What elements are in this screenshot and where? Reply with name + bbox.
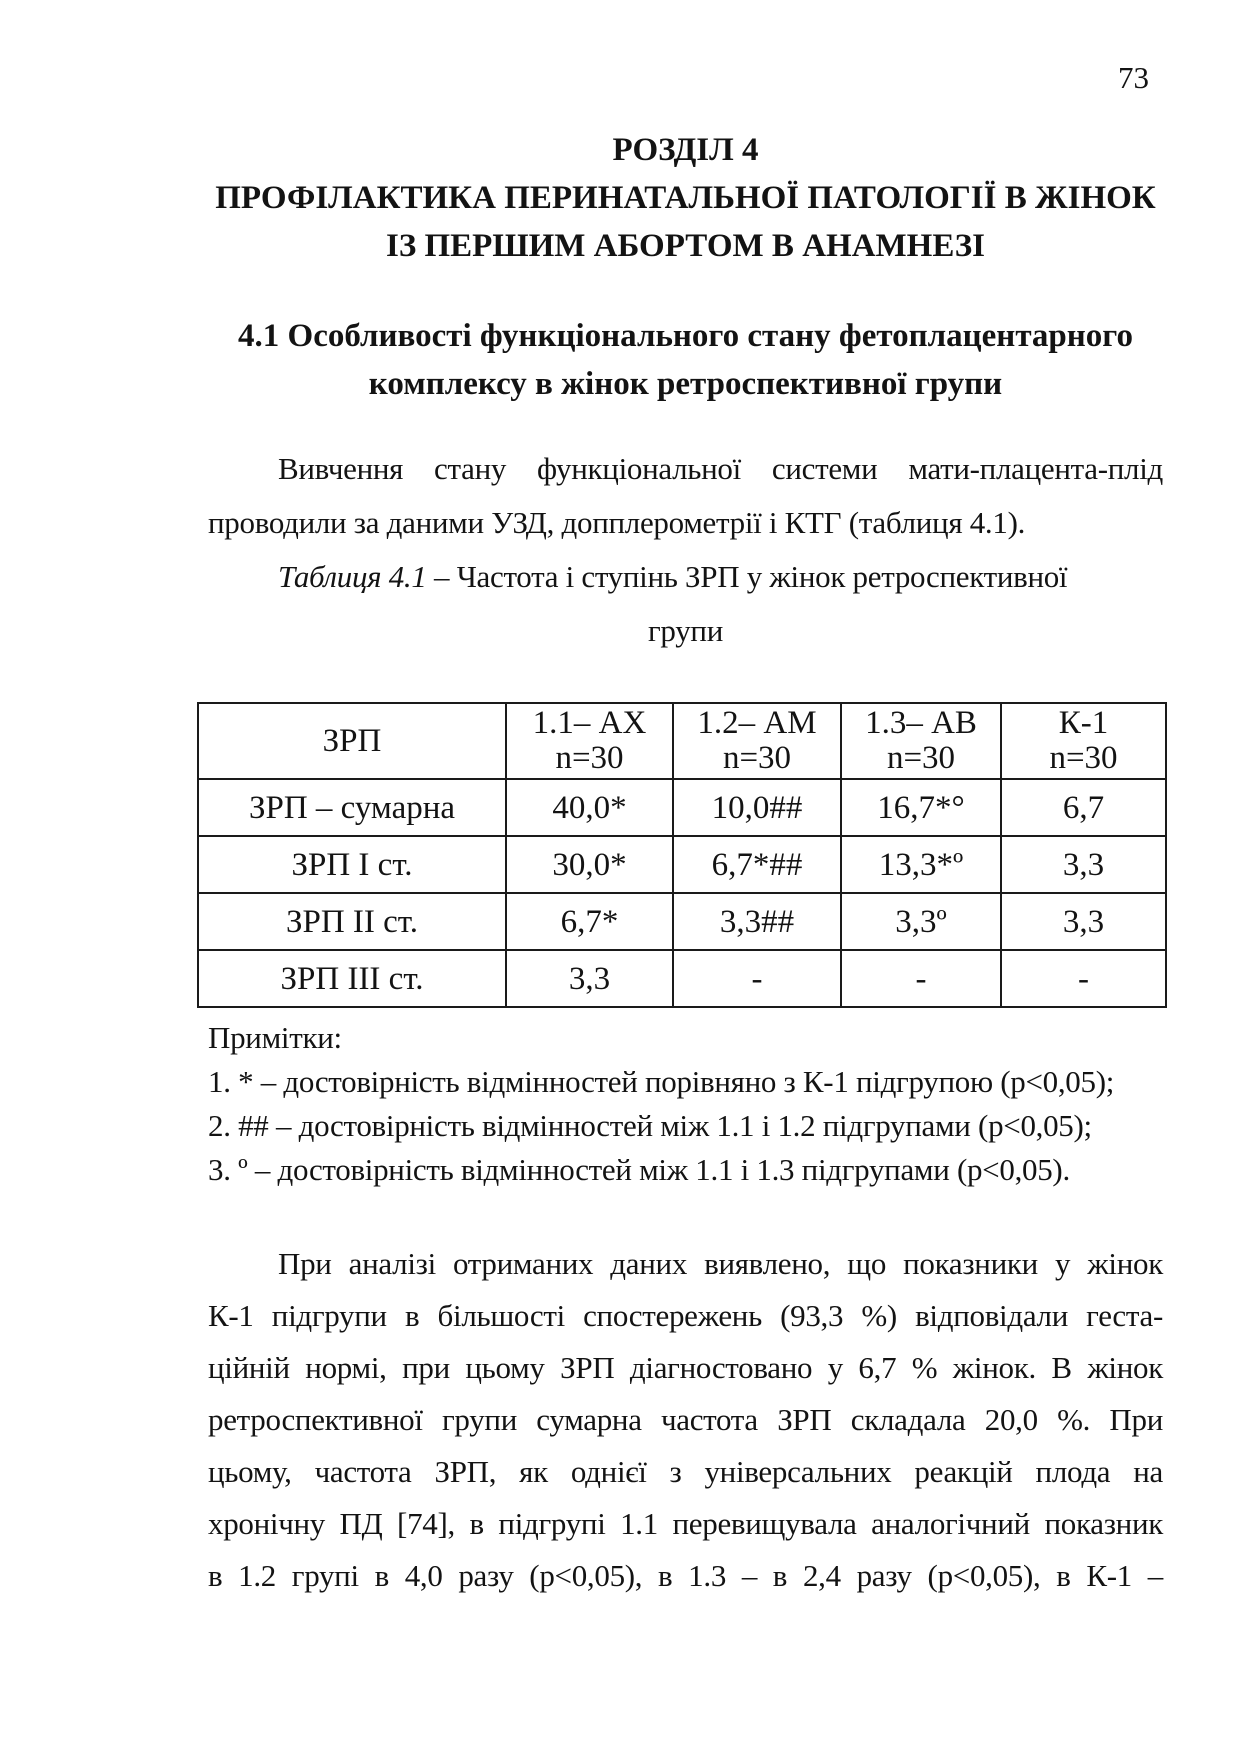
group-1-name: 1.1– АХ — [532, 705, 647, 741]
paragraph-1-line: проводили за даними УЗД, допплерометрії і КТГ (таблиця 4.1). — [208, 505, 1026, 540]
paragraph-1 — [208, 442, 1163, 550]
paragraph-2 — [208, 1238, 1163, 1602]
note-item: 2. ## – достовірність відмінностей між 1.1 і 1.2 підгрупами (p<0,05); — [208, 1108, 1092, 1143]
chapter-title-line-1: ПРОФІЛАКТИКА ПЕРИНАТАЛЬНОЇ ПАТОЛОГІЇ В ЖІНОК — [215, 180, 1156, 216]
table-caption-text: Частота і ступінь ЗРП у жінок ретроспективної — [456, 559, 1068, 594]
table-row — [198, 893, 1166, 950]
table-caption-line-1 — [208, 550, 1163, 604]
cell-value: 30,0* — [506, 836, 673, 893]
cell-value: 3,3º — [841, 893, 1001, 950]
cell-value: 40,0* — [506, 779, 673, 836]
table-header-row — [198, 703, 1166, 779]
cell-value: 3,3 — [1001, 893, 1166, 950]
results-table-wrapper — [208, 702, 1163, 1008]
cell-value: - — [1001, 950, 1166, 1007]
table-header-group-3 — [841, 703, 1001, 779]
cell-value: 3,3## — [673, 893, 841, 950]
table-row — [198, 779, 1166, 836]
page-number: 73 — [1118, 60, 1149, 95]
cell-value: - — [841, 950, 1001, 1007]
paragraph-2-line: ційній нормі, при цьому ЗРП діагностовано у 6,7 % жінок. В жінок — [208, 1350, 1163, 1385]
table-caption-line-2: групи — [648, 613, 723, 648]
note-item: 3. º – достовірність відмінностей між 1.1 і 1.3 підгрупами (p<0,05). — [208, 1152, 1070, 1187]
table-row — [198, 836, 1166, 893]
group-3-n: n=30 — [886, 740, 956, 776]
notes-title: Примітки: — [208, 1020, 342, 1055]
table-caption-dash: – — [426, 559, 457, 594]
table-notes — [208, 1016, 1163, 1192]
section-heading-line-1: 4.1 Особливості функціонального стану фетоплацентарного — [238, 318, 1133, 354]
paragraph-2-line: хронічну ПД [74], в підгрупі 1.1 перевищувала аналогічний показник — [208, 1506, 1163, 1541]
section-heading — [208, 312, 1163, 408]
cell-value: 6,7 — [1001, 779, 1166, 836]
group-1-n: n=30 — [555, 740, 624, 776]
row-label: ЗРП – сумарна — [198, 779, 506, 836]
table-header-group-2 — [673, 703, 841, 779]
table-header-group-1 — [506, 703, 673, 779]
row-label: ЗРП III ст. — [198, 950, 506, 1007]
paragraph-1-line: Вивчення стану функціональної системи мати-плацента-плід — [278, 451, 1163, 486]
table-header-group-4 — [1001, 703, 1166, 779]
cell-value: 13,3*º — [841, 836, 1001, 893]
paragraph-2-line: в 1.2 групі в 4,0 разу (p<0,05), в 1.3 – в 2,4 разу (p<0,05), в К-1 – — [208, 1558, 1163, 1593]
row-label: ЗРП I ст. — [198, 836, 506, 893]
chapter-kicker: РОЗДІЛ 4 — [612, 132, 759, 168]
paragraph-2-line: При аналізі отриманих даних виявлено, що показники у жінок — [278, 1246, 1163, 1281]
results-table — [197, 702, 1167, 1008]
group-2-n: n=30 — [722, 740, 792, 776]
paragraph-2-line: ретроспективної групи сумарна частота ЗРП складала 20,0 %. При — [208, 1402, 1163, 1437]
cell-value: 3,3 — [506, 950, 673, 1007]
paragraph-2-line: К-1 підгрупи в більшості спостережень (93,3 %) відповідали геста- — [208, 1298, 1163, 1333]
group-4-name: К-1 — [1058, 705, 1109, 741]
cell-value: 3,3 — [1001, 836, 1166, 893]
note-item: 1. * – достовірність відмінностей порівняно з К-1 підгрупою (p<0,05); — [208, 1064, 1115, 1099]
cell-value: 6,7* — [506, 893, 673, 950]
cell-value: 16,7*° — [841, 779, 1001, 836]
group-2-name: 1.2– АМ — [697, 705, 817, 741]
section-heading-line-2: комплексу в жінок ретроспективної групи — [368, 366, 1003, 402]
cell-value: 10,0## — [673, 779, 841, 836]
row-label: ЗРП II ст. — [198, 893, 506, 950]
group-3-name: 1.3– АВ — [865, 705, 977, 741]
chapter-title-line-2: ІЗ ПЕРШИМ АБОРТОМ В АНАМНЕЗІ — [385, 228, 986, 264]
table-caption-label: Таблиця 4.1 — [278, 559, 427, 594]
paragraph-2-line: цьому, частота ЗРП, як однієї з універсальних реакцій плода на — [208, 1454, 1163, 1489]
table-row — [198, 950, 1166, 1007]
table-caption — [208, 550, 1163, 658]
group-4-n: n=30 — [1049, 740, 1118, 776]
table-header-stub: ЗРП — [198, 703, 506, 779]
cell-value: 6,7*## — [673, 836, 841, 893]
cell-value: - — [673, 950, 841, 1007]
